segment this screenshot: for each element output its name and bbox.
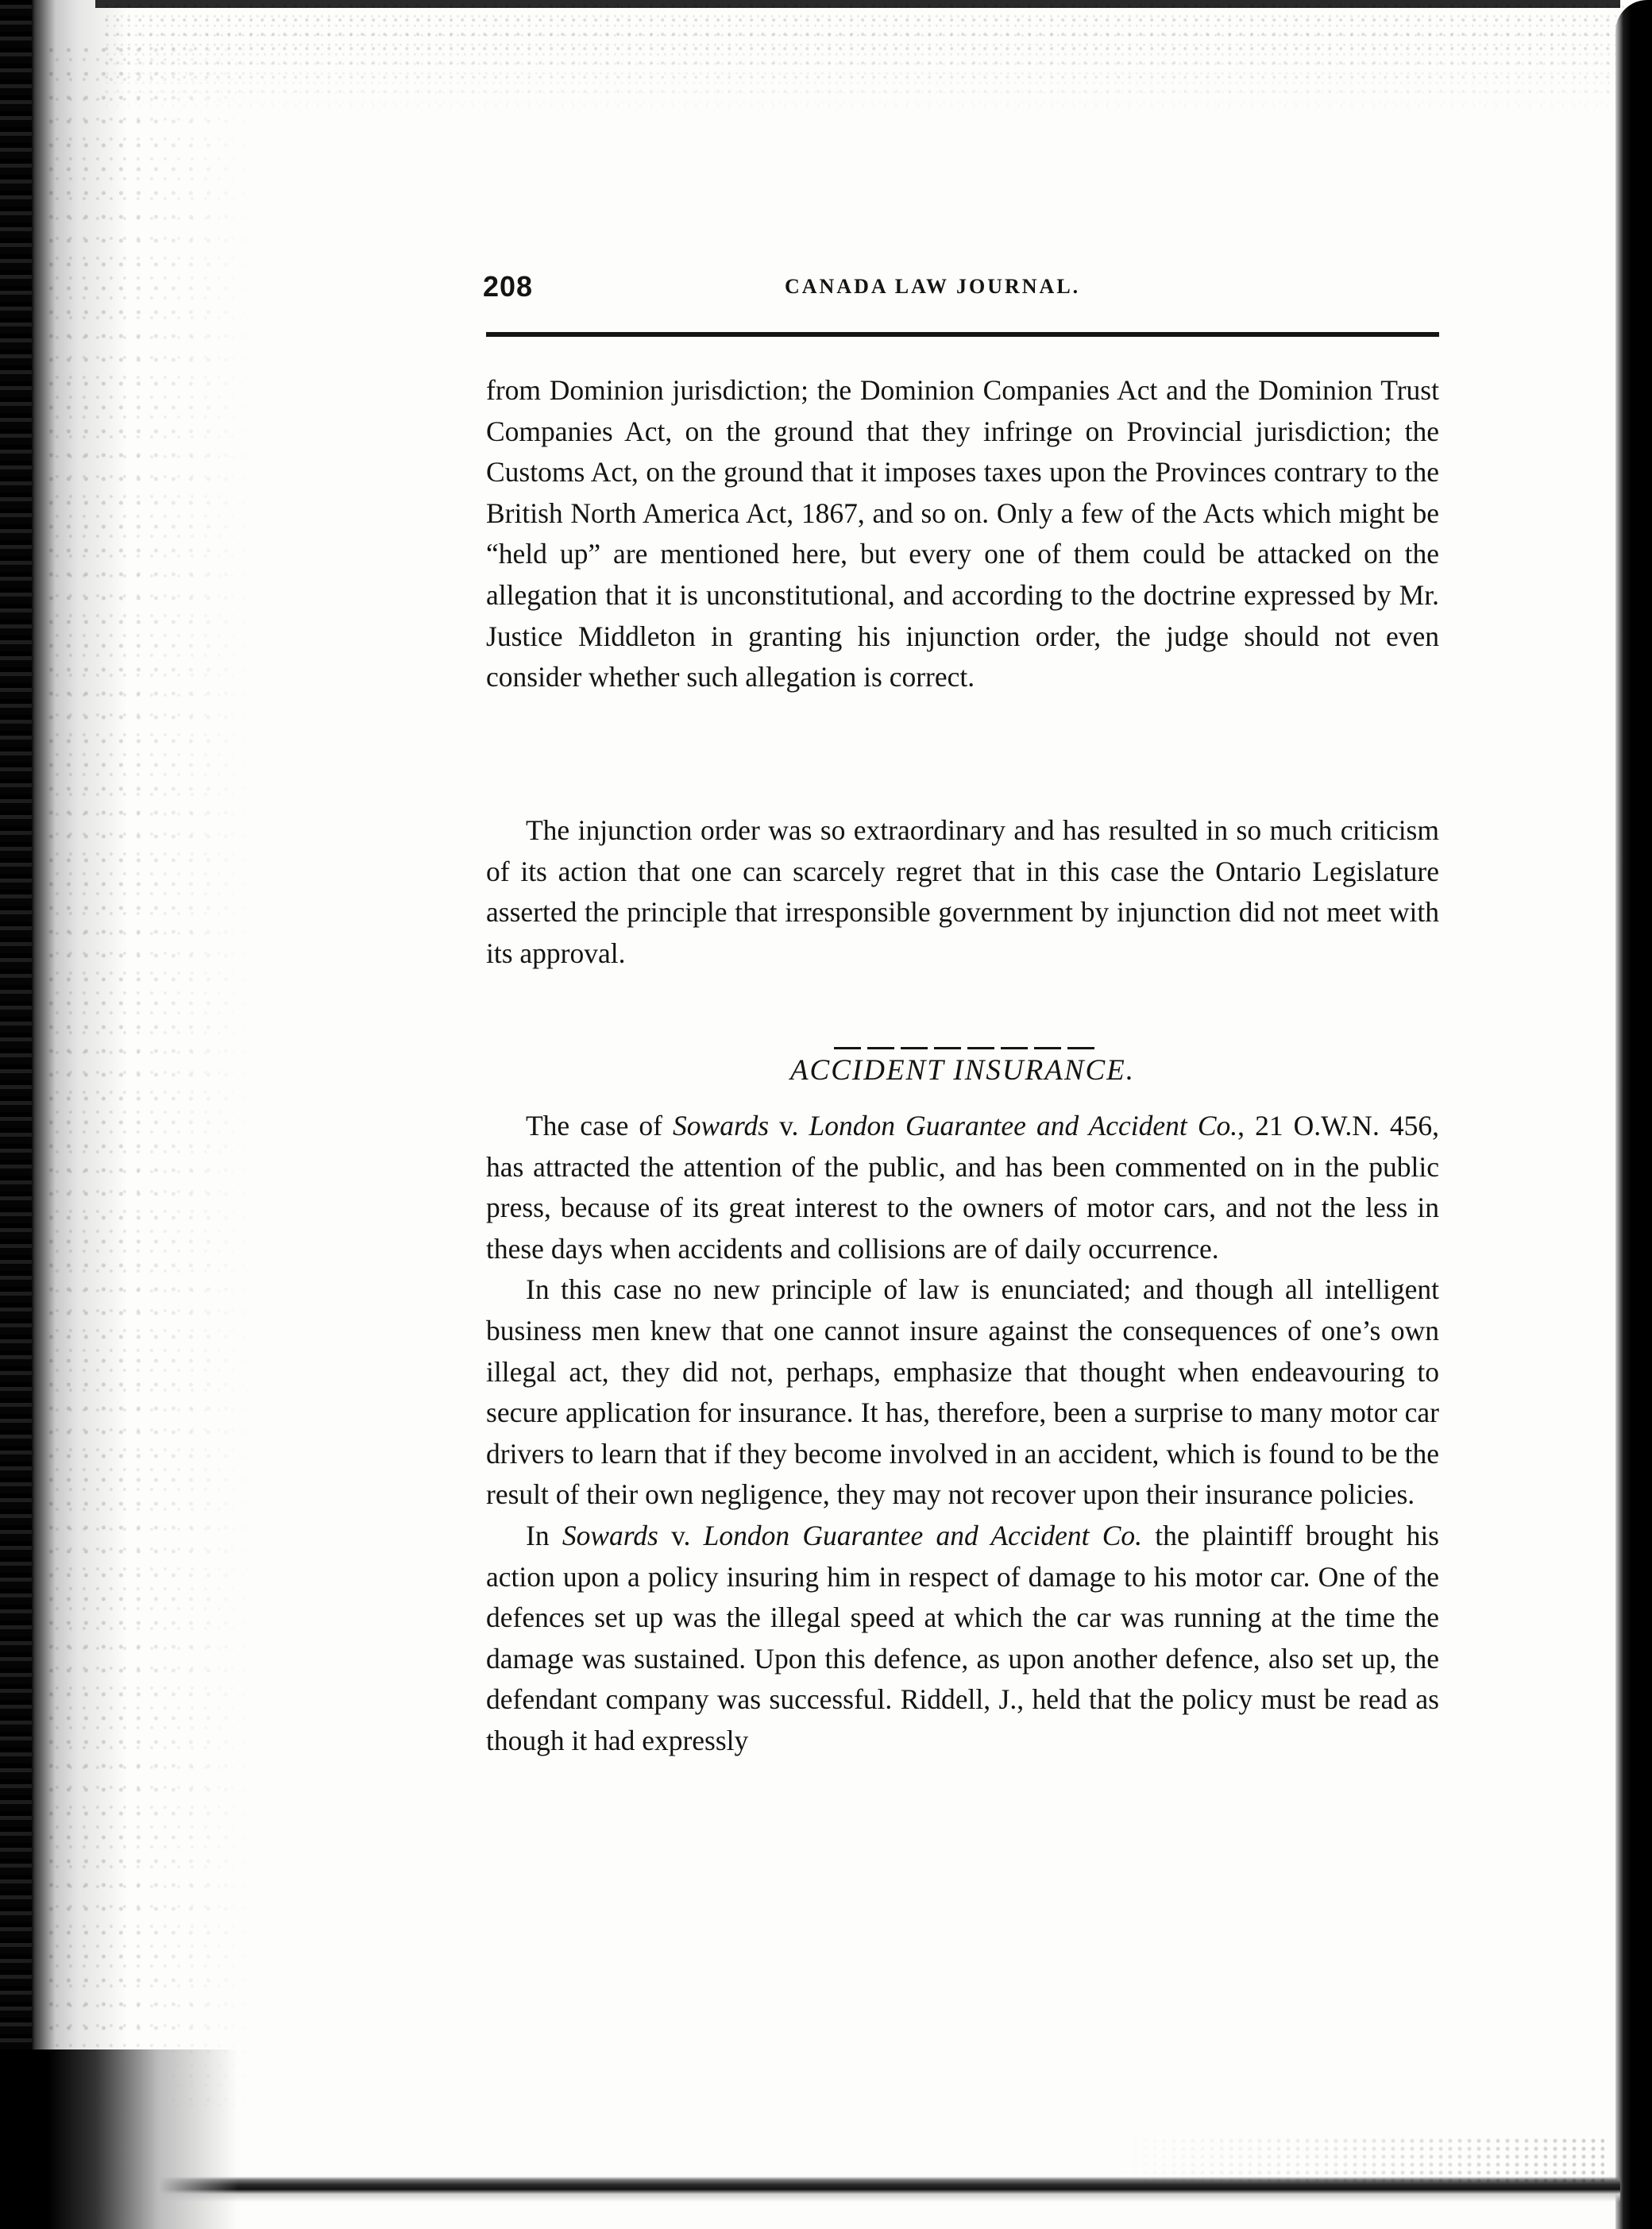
- section-1-paragraph-1: [486, 370, 1439, 698]
- scan-noise-top: [103, 0, 1628, 119]
- header-rule: [486, 332, 1439, 337]
- scan-border-right: [1615, 0, 1652, 2229]
- section-heading: ACCIDENT INSURANCE.: [789, 1054, 1136, 1087]
- paragraph-2: In this case no new principle of law is enunciated; and though all intelligent business men knew that one cannot insure against the consequences of one’s own illegal act, they did not, perhaps, emphasize that thought when endeavouring to secure application for insurance. It has, therefore, been a surprise to many motor car drivers to learn that if they become involved in an accident, which is found to be the result of their own negligence, they may not recover upon their insurance policies.: [486, 1273, 1439, 1511]
- paragraph-1: The case of Sowards v. London Guarantee and Accident Co., 21 O.W.N. 456, has attracted the attention of the public, and has been commented on in the public press, because of its great interest to the owners of motor cars, and not the less in these days when accidents and collisions are of daily occurrence.: [486, 1110, 1440, 1265]
- section-2-body: [486, 1106, 1439, 1762]
- section-divider: [834, 1047, 1096, 1049]
- section-1-paragraph-2: [486, 810, 1439, 974]
- paragraph-3: In Sowards v. London Guarantee and Accident Co. the plaintiff brought his action upon a policy insuring him in respect of damage to his motor car. One of the defences set up was the illegal speed at which the car was running at the time the damage was sustained. Upon this defence, as upon another defence, also set up, the defendant company was successful. Riddell, J., held that the policy must be read as though it had expressly: [486, 1519, 1439, 1756]
- page-header: [483, 270, 1436, 326]
- paragraph-text: from Dominion jurisdiction; the Dominion Companies Act and the Dominion Trust Companies Act, on the ground that they infringe on Provincial jurisdiction; the Customs Act, on the ground that it imposes taxes upon the Provinces contrary to the British North America Act, 1867, and so on. Only a few of the Acts which might be “held up” are mentioned here, but every one of them could be attacked on the allegation that it is unconstitutional, and according to the doctrine expressed by Mr. Justice Middleton in granting his injunction order, the judge should not even consider whether such allegation is correct.: [486, 374, 1439, 693]
- scan-noise-bottom: [1112, 2137, 1604, 2185]
- scan-shadow-left: [0, 0, 32, 2229]
- scan-noise-left: [48, 48, 254, 2113]
- paragraph-text: The injunction order was so extraordinary and has resulted in so much criticism of its action that one can scarcely regret that in this case the Ontario Legislature asserted the principle that irresponsible government by injunction did not meet with its approval.: [486, 814, 1439, 969]
- running-head: CANADA LAW JOURNAL.: [785, 275, 1081, 298]
- scan-corner-bottom-left: [0, 2049, 238, 2229]
- page-number: 208: [483, 270, 534, 303]
